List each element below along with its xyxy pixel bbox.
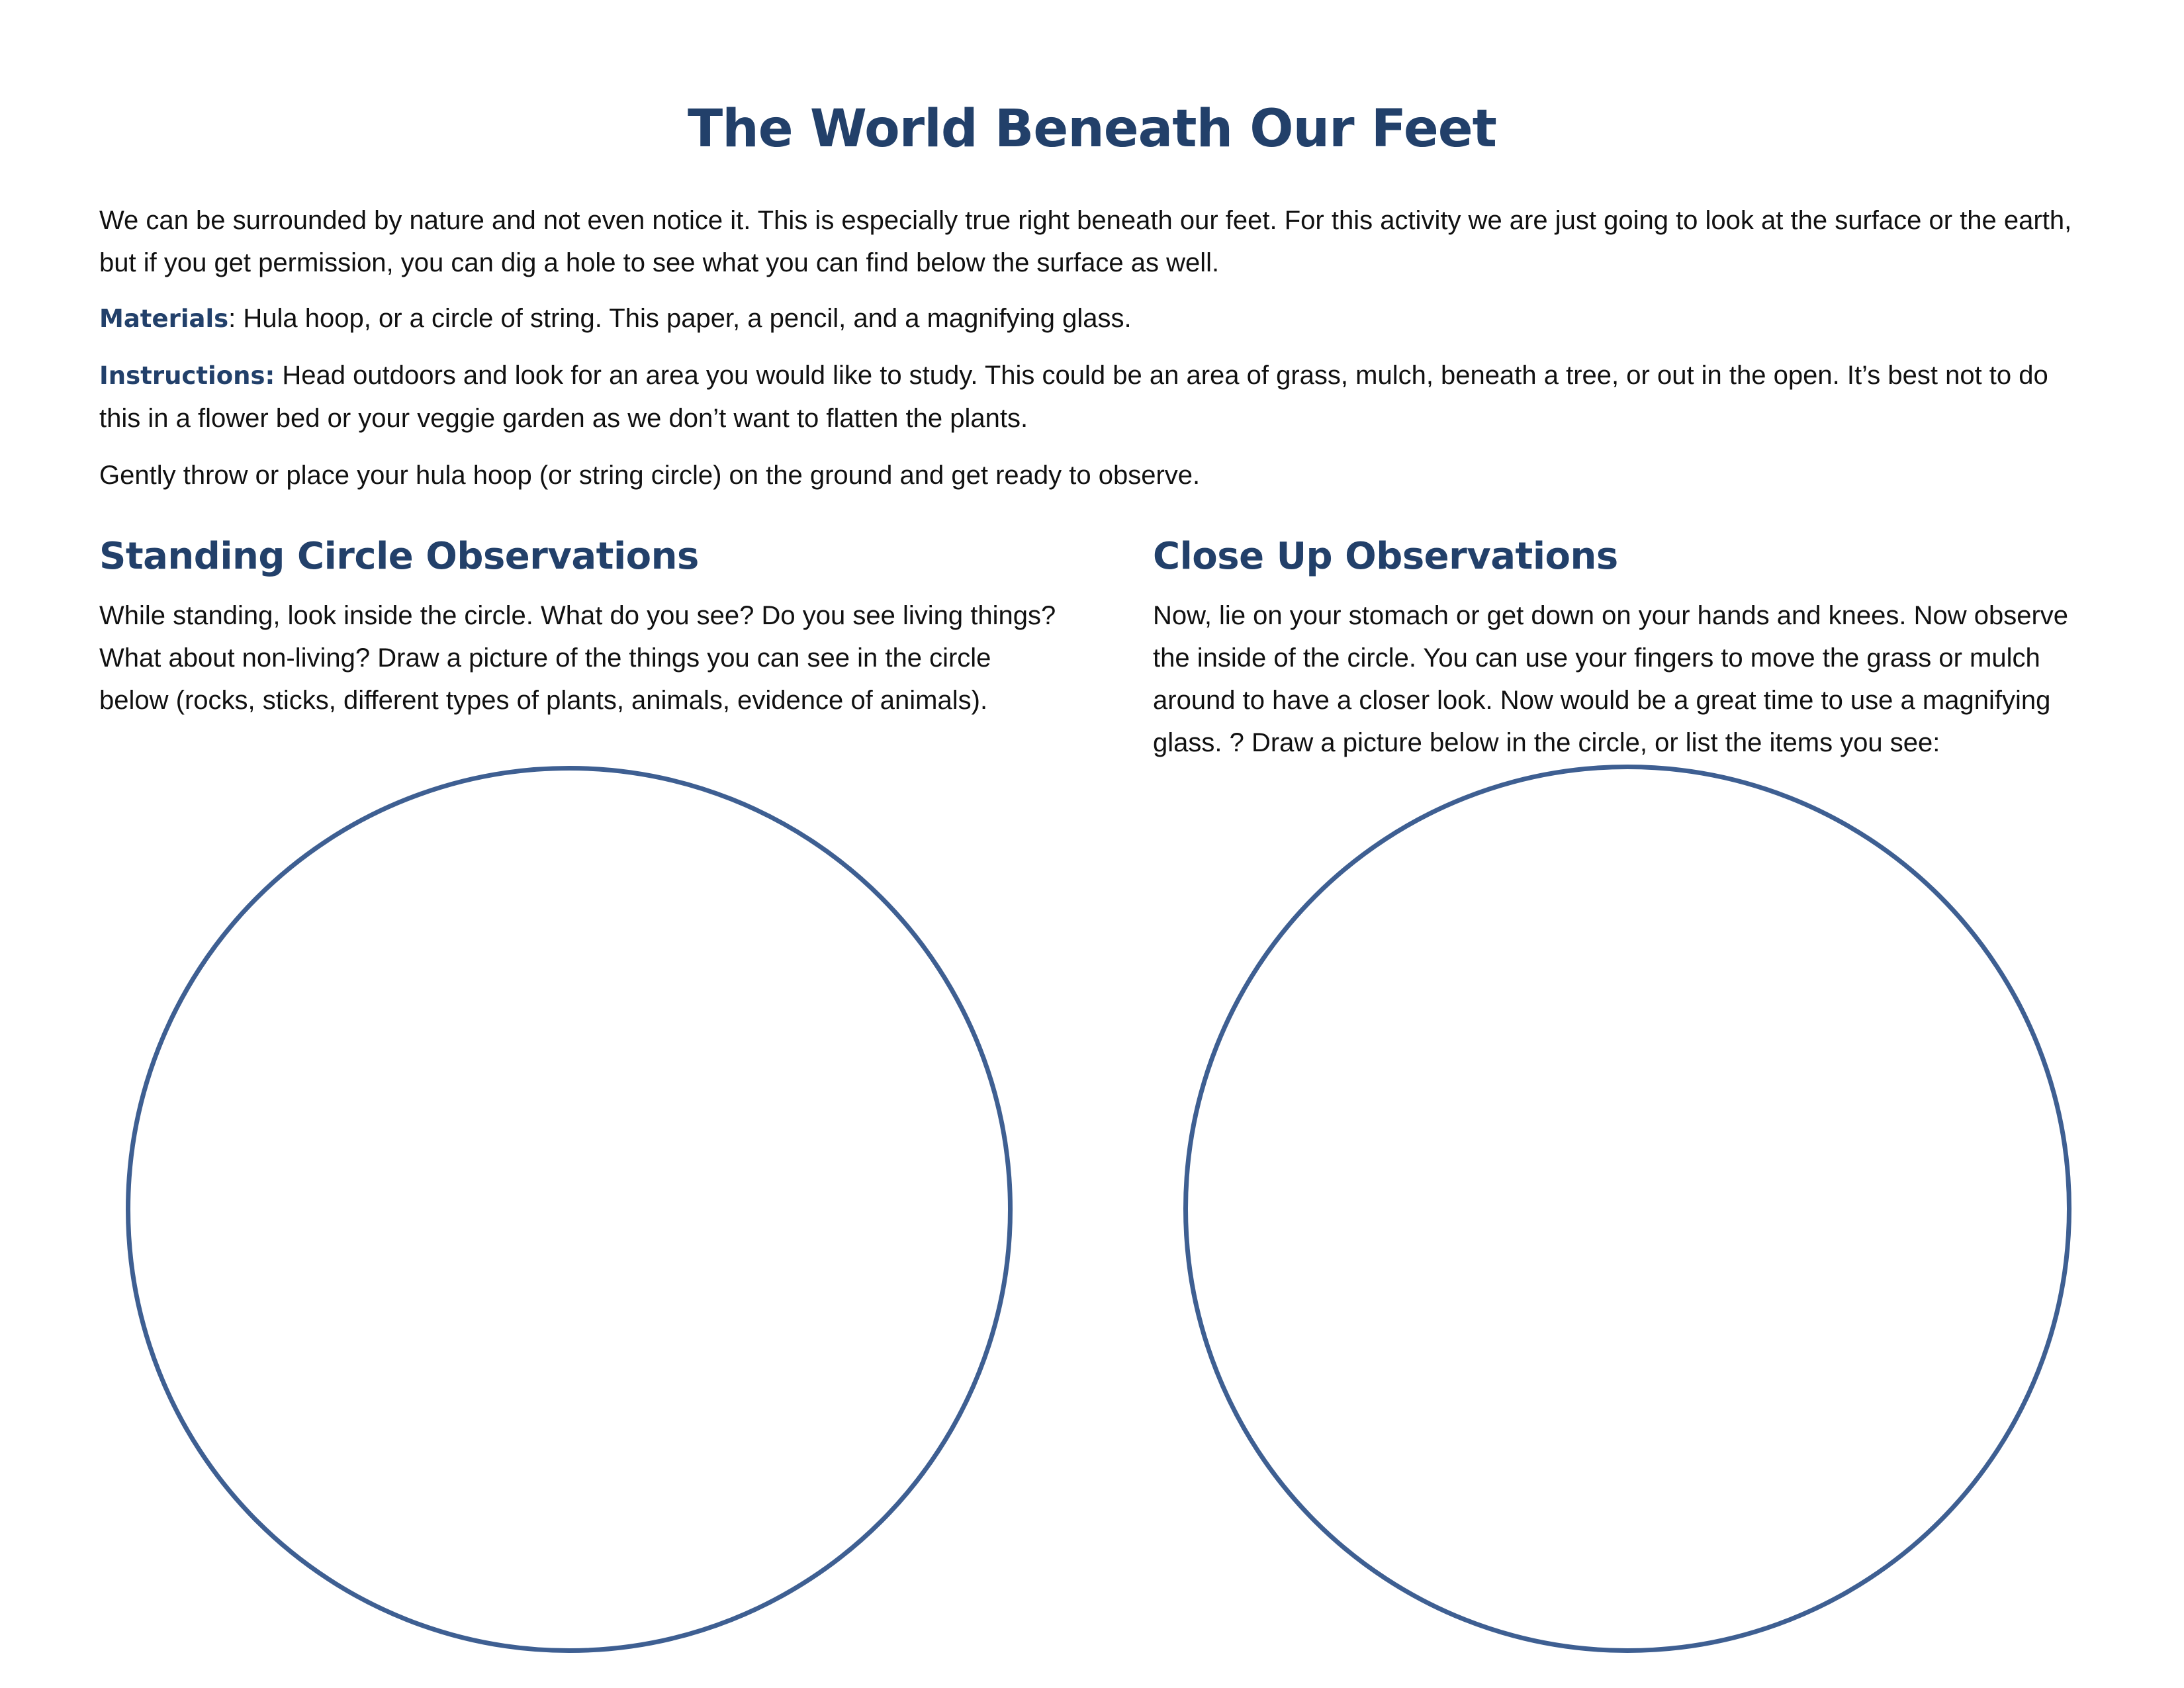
instructions-text: Head outdoors and look for an area you would like to study. This could be an area of grass, mulch, beneath a tree, or out in the open. It’s best not to do this in a flower bed or your veggie garden as we don’t want to flatten the plants. [99, 361, 2048, 433]
standing-drawing-circle[interactable] [126, 766, 1013, 1653]
instructions-label: Instructions: [99, 361, 275, 390]
intro-paragraph: We can be surrounded by nature and not even notice it. This is especially true right beneath our feet. For this activity we are just going to look at the surface or the earth, but if you get permission, you can dig a hole to see what you can find below the surface as well. [99, 206, 2072, 277]
materials-paragraph [99, 297, 2091, 340]
instructions-paragraph [99, 354, 2091, 440]
materials-text: : Hula hoop, or a circle of string. This paper, a pencil, and a magnifying glass. [228, 304, 1132, 333]
closeup-drawing-circle[interactable] [1183, 765, 2071, 1653]
standing-body: While standing, look inside the circle. What do you see? Do you see living things? What about non-living? Draw a picture of the things you can see in the circle below (rocks, sticks, different types of plants, animals, evidence of animals). [99, 601, 1056, 715]
materials-label: Materials [99, 305, 229, 333]
gently-paragraph: Gently throw or place your hula hoop (or string circle) on the ground and get ready to observe. [99, 461, 1201, 490]
standing-heading: Standing Circle Observations [99, 535, 699, 578]
closeup-heading: Close Up Observations [1153, 535, 1618, 578]
page-title: The World Beneath Our Feet [688, 99, 1496, 159]
closeup-body: Now, lie on your stomach or get down on your hands and knees. Now observe the inside of the circle. You can use your fingers to move the grass or mulch around to have a closer look. Now would be a great time to use a magnifying glass. ? Draw a picture below in the circle, or list the items you see: [1153, 601, 2069, 757]
